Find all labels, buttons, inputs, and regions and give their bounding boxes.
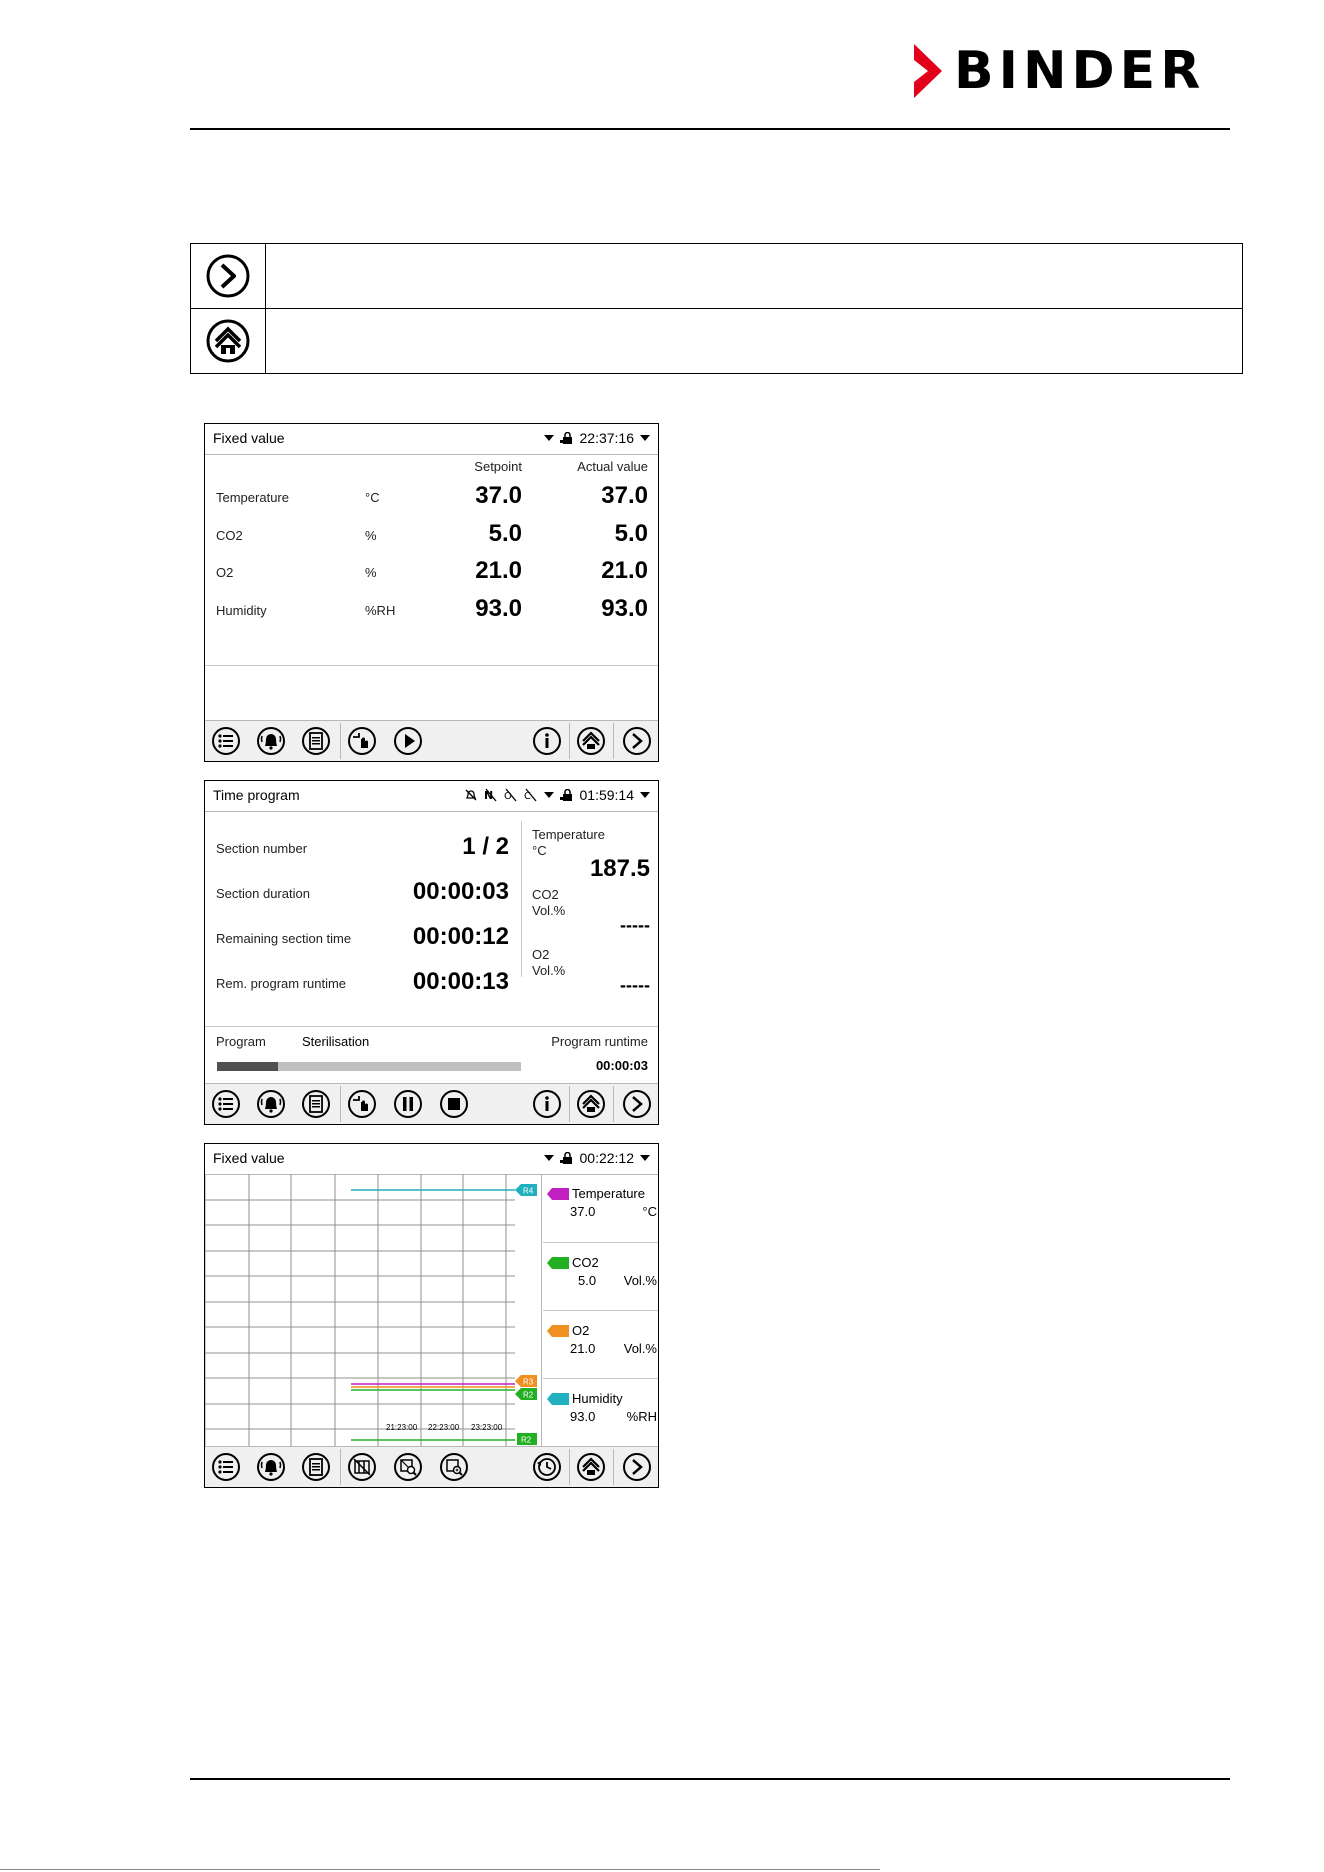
icon-cell — [191, 309, 266, 373]
trace-tag-r2-lower — [517, 1433, 537, 1445]
alarm-off-icon — [464, 788, 478, 802]
param-name: O2 — [216, 565, 234, 580]
dropdown-arrow-icon[interactable] — [544, 1155, 554, 1161]
o2-off-icon — [504, 788, 518, 802]
info-icon[interactable] — [532, 1089, 562, 1119]
clock: 00:22:12 — [579, 1150, 634, 1166]
menu-list-icon[interactable] — [211, 1089, 241, 1119]
side-param-unit: Vol.% — [532, 963, 566, 978]
stop-icon[interactable] — [439, 1089, 469, 1119]
section-number-value: 1 / 2 — [462, 833, 509, 860]
lock-icon — [560, 789, 574, 802]
binder-logo — [912, 41, 1234, 101]
toolbar-separator — [340, 1086, 341, 1122]
screen-title: Fixed value — [213, 430, 285, 446]
section-number-label: Section number — [216, 841, 308, 856]
svg-text:R2: R2 — [521, 1435, 532, 1445]
program-runtime-value: 00:00:03 — [595, 1058, 648, 1073]
param-name: Humidity — [216, 603, 267, 618]
title-bar — [205, 424, 658, 455]
alarm-bell-icon[interactable] — [256, 726, 286, 756]
legend-name: Humidity — [572, 1391, 623, 1406]
co2-off-icon — [524, 788, 538, 802]
legend-unit: Vol.% — [623, 1273, 657, 1288]
screen-time-program — [204, 780, 659, 1125]
clock-dropdown-arrow-icon[interactable] — [640, 792, 650, 798]
legend-divider — [541, 1174, 542, 1448]
clock: 01:59:14 — [579, 787, 634, 803]
header-rule — [190, 128, 1230, 130]
zoom-out-chart-icon[interactable] — [393, 1452, 423, 1482]
toolbar-separator — [613, 723, 614, 759]
history-clock-icon[interactable] — [532, 1452, 562, 1482]
rem-program-runtime-value: 00:00:13 — [412, 968, 509, 995]
screen-title: Fixed value — [213, 1150, 285, 1166]
actual-value: 21.0 — [601, 557, 648, 584]
humidity-off-icon — [484, 788, 498, 802]
lock-icon — [560, 1152, 574, 1165]
toolbar-separator — [613, 1449, 614, 1485]
operating-mode-icon[interactable] — [347, 1089, 377, 1119]
time-label: 23:23:00 — [471, 1423, 503, 1432]
legend-item-o2[interactable] — [543, 1310, 659, 1379]
param-unit: °C — [365, 490, 380, 505]
icon-description — [265, 244, 1242, 308]
legend-unit: Vol.% — [623, 1341, 657, 1356]
remaining-section-time-label: Remaining section time — [216, 931, 352, 946]
program-name: Sterilisation — [302, 1034, 370, 1049]
divider — [205, 665, 658, 666]
toolbar — [205, 720, 658, 761]
legend-item-temperature[interactable] — [543, 1174, 659, 1242]
param-unit: %RH — [365, 603, 396, 618]
svg-text:R4: R4 — [523, 1186, 534, 1196]
chevron-right-circle-icon[interactable] — [622, 1452, 652, 1482]
clock: 22:37:16 — [579, 430, 634, 446]
side-param-name: Temperature — [532, 827, 605, 842]
side-param-name: O2 — [532, 947, 550, 962]
side-param-value: ----- — [620, 975, 650, 995]
setpoint-value[interactable]: 93.0 — [475, 595, 522, 622]
section-duration-label: Section duration — [216, 886, 310, 901]
chart-trace-select-icon[interactable] — [347, 1452, 377, 1482]
menu-list-icon[interactable] — [211, 1452, 241, 1482]
legend-item-co2[interactable] — [543, 1242, 659, 1311]
footer-rule — [190, 1778, 1230, 1780]
toolbar-separator — [340, 723, 341, 759]
param-unit: % — [365, 565, 377, 580]
status-area — [544, 430, 651, 446]
notes-clipboard-icon[interactable] — [301, 1452, 331, 1482]
legend-value: 21.0 — [570, 1341, 596, 1356]
actual-value: 37.0 — [601, 482, 648, 509]
status-area — [544, 1150, 651, 1166]
rem-program-runtime-label: Rem. program runtime — [216, 976, 347, 991]
r4-tag-icon — [547, 1393, 569, 1405]
icon-table-row — [191, 244, 1242, 308]
trend-chart[interactable] — [205, 1174, 543, 1448]
setpoint-header: Setpoint — [474, 459, 522, 474]
logo-arrow-icon — [912, 44, 946, 98]
r3-tag-icon — [547, 1325, 569, 1337]
screen-fixed-value — [204, 423, 659, 762]
svg-text:C: C — [523, 791, 531, 802]
page-edge-rule — [0, 1869, 880, 1870]
chevron-right-circle-icon — [205, 253, 251, 299]
r1-tag-icon — [547, 1188, 569, 1200]
icon-table — [190, 243, 1243, 374]
brand-name: BINDER — [954, 41, 1206, 101]
side-param-name: CO2 — [532, 887, 559, 902]
chevron-right-circle-icon[interactable] — [622, 1089, 652, 1119]
setpoint-value[interactable]: 21.0 — [475, 557, 522, 584]
actual-value: 93.0 — [601, 595, 648, 622]
info-icon[interactable] — [532, 726, 562, 756]
title-bar — [205, 781, 658, 812]
legend-name: CO2 — [572, 1255, 599, 1270]
trace-tag-r2 — [515, 1388, 537, 1400]
actual-value: 5.0 — [614, 520, 648, 547]
play-icon[interactable] — [393, 726, 423, 756]
menu-list-icon[interactable] — [211, 726, 241, 756]
operating-mode-icon[interactable] — [347, 726, 377, 756]
legend-item-humidity[interactable] — [543, 1378, 659, 1447]
legend-unit: °C — [642, 1204, 657, 1219]
svg-text:R2: R2 — [523, 1390, 534, 1400]
title-bar — [205, 1144, 658, 1175]
home-icon — [205, 318, 251, 364]
time-label: 21:23:00 — [386, 1423, 418, 1432]
r2-tag-icon — [547, 1257, 569, 1269]
legend-value: 93.0 — [570, 1409, 596, 1424]
pause-icon[interactable] — [393, 1089, 423, 1119]
clock-dropdown-arrow-icon[interactable] — [640, 1155, 650, 1161]
screen-chart-view — [204, 1143, 659, 1488]
side-param-value: ----- — [620, 915, 650, 935]
svg-text:N: N — [483, 789, 493, 802]
screen-title: Time program — [213, 787, 300, 803]
program-label: Program — [216, 1034, 266, 1049]
param-unit: % — [365, 528, 377, 543]
actual-value-header: Actual value — [577, 459, 648, 474]
section-duration-value: 00:00:03 — [412, 878, 509, 905]
chart-grid — [205, 1174, 515, 1448]
dropdown-arrow-icon[interactable] — [544, 435, 554, 441]
time-label: 22:23:00 — [428, 1423, 460, 1432]
trace-tag-r3 — [515, 1375, 537, 1387]
param-name: CO2 — [216, 528, 243, 543]
alarm-bell-icon[interactable] — [256, 1452, 286, 1482]
chevron-right-circle-icon[interactable] — [622, 726, 652, 756]
clock-dropdown-arrow-icon[interactable] — [640, 435, 650, 441]
remaining-section-time-value: 00:00:12 — [412, 923, 509, 950]
side-param-unit: Vol.% — [532, 903, 566, 918]
program-progress-fill — [217, 1062, 278, 1071]
home-icon[interactable] — [576, 1089, 606, 1119]
toolbar-separator — [569, 723, 570, 759]
alarm-bell-icon[interactable] — [256, 1089, 286, 1119]
toolbar-separator — [613, 1086, 614, 1122]
program-runtime-label: Program runtime — [551, 1034, 648, 1049]
svg-text:R3: R3 — [523, 1377, 534, 1387]
svg-text:O: O — [503, 791, 512, 802]
side-param-unit: °C — [532, 843, 547, 858]
toolbar-separator — [340, 1449, 341, 1485]
legend-value: 5.0 — [578, 1273, 597, 1288]
status-area — [464, 787, 651, 803]
divider — [205, 1026, 658, 1027]
icon-table-row — [191, 308, 1242, 373]
notes-clipboard-icon[interactable] — [301, 1089, 331, 1119]
legend-name: Temperature — [572, 1186, 645, 1201]
program-progress-bar — [217, 1062, 521, 1071]
toolbar — [205, 1446, 658, 1487]
toolbar — [205, 1083, 658, 1124]
home-icon[interactable] — [576, 726, 606, 756]
toolbar-separator — [569, 1449, 570, 1485]
home-icon[interactable] — [576, 1452, 606, 1482]
setpoint-value[interactable]: 5.0 — [488, 520, 522, 547]
lock-icon — [560, 432, 574, 445]
trace-tag-r4 — [515, 1184, 537, 1196]
setpoint-value[interactable]: 37.0 — [475, 482, 522, 509]
legend-value: 37.0 — [570, 1204, 596, 1219]
vertical-divider — [521, 821, 522, 977]
legend-unit: %RH — [626, 1409, 657, 1424]
notes-clipboard-icon[interactable] — [301, 726, 331, 756]
icon-cell — [191, 244, 266, 308]
icon-description — [265, 309, 1242, 373]
side-param-value: 187.5 — [589, 855, 650, 882]
param-name: Temperature — [216, 490, 289, 505]
legend-name: O2 — [572, 1323, 590, 1338]
toolbar-separator — [569, 1086, 570, 1122]
zoom-in-chart-icon[interactable] — [439, 1452, 469, 1482]
dropdown-arrow-icon[interactable] — [544, 792, 554, 798]
